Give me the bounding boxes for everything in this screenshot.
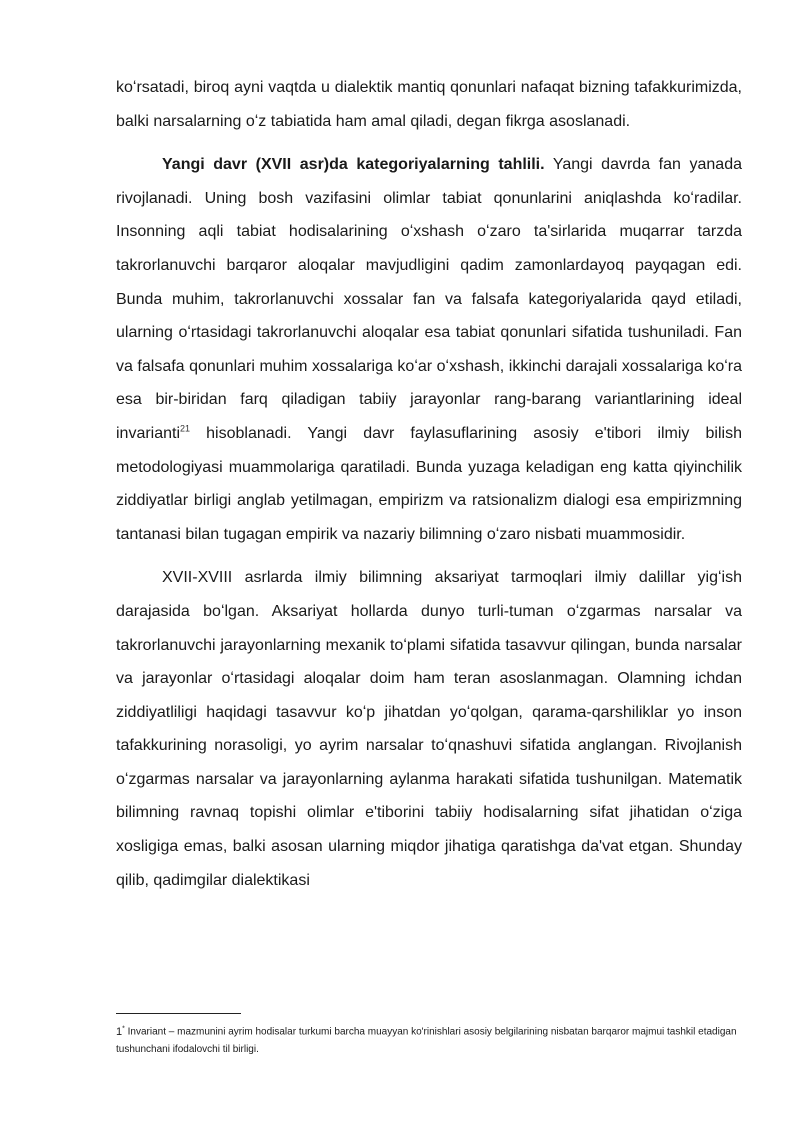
paragraph-text: XVII-XVIII asrlarda ilmiy bilimning aksariyat tarmoqlari ilmiy dalillar yigʻish darajasida boʻlgan. Aksariyat hollarda dunyo turli-tuman oʻzgarmas narsalar va takrorlanuvchi jarayonlarning mexanik toʻplami sifatida tasavvur qilingan, bunda narsalar va jarayonlar oʻrtasidagi aloqalar doim ham teran asoslanmagan. Olamning ichdan ziddiyatliligi haqidagi tasavvur koʻp jihatdan yoʻqolgan, qarama-qarshiliklar yo inson tafakkurining norasoligi, yo ayrim narsalar toʻqnashuvi sifatida anglangan. Rivojlanish oʻzgarmas narsalar va jarayonlarning aylanma harakati sifatida tushunilgan. Matematik bilimning ravnaq topishi olimlar e'tiborini tabiiy hodisalarning sifat jihatidan oʻziga xosligiga emas, balki asosan ularning miqdor jihatiga qaratishga da'vat etgan. Shunday qilib, qadimgilar dialektikasi [116, 569, 742, 889]
paragraph-continuation [116, 71, 742, 138]
paragraph-text: hisoblanadi. Yangi davr faylasuflarining asosiy e'tibori ilmiy bilish metodologiyasi muammolariga qaratiladi. Bunda yuzaga keladigan eng katta qiyinchilik ziddiyatlar birligi anglab yetilmagan, empirizm va ratsionalizm dialogi esa empirizmning tantanasi bilan tugagan empirik va nazariy bilimning oʻzaro nisbati muammosidir. [116, 424, 742, 543]
paragraph-text: Yangi davrda fan yanada rivojlanadi. Uning bosh vazifasini olimlar tabiat qonunlarini aniqlashda koʻradilar. Insonning aqli tabiat hodisalarining oʻxshash oʻzaro ta'sirlarida muqarrar tarzda takrorlanuvchi barqaror aloqalar mavjudligini qadim zamonlardayoq payqagan edi. Bunda muhim, takrorlanuvchi xossalar fan va falsafa kategoriyalarida qayd etiladi, ularning oʻrtasidagi takrorlanuvchi aloqalar esa tabiat qonunlari sifatida tushuniladi. Fan va falsafa qonunlari muhim xossalariga koʻar oʻxshash, ikkinchi darajali xossalariga koʻra esa bir-biridan farq qiladigan tabiiy jarayonlar rang-barang variantlarining ideal invarianti [116, 156, 743, 442]
footnote-text: Invariant – mazmunini ayrim hodisalar turkumi barcha muayyan ko'rinishlari asosiy belgilarining nisbatan barqaror majmui tashkil etadigan tushunchani ifodalovchi til birligi. [116, 1026, 737, 1055]
page-body [116, 71, 742, 907]
footnote-separator [116, 1013, 241, 1014]
footnote-number: 1* [116, 1025, 125, 1038]
paragraph-new-era [116, 148, 742, 551]
footnote-reference[interactable]: 21 [180, 423, 191, 434]
paragraph-xvii-xviii [116, 561, 742, 897]
paragraph-text: koʻrsatadi, biroq ayni vaqtda u dialektik mantiq qonunlari nafaqat bizning tafakkurimizda, balki narsalarning oʻz tabiatida ham amal qiladi, degan fikrga asoslanadi. [116, 79, 742, 130]
footnote [116, 1020, 742, 1058]
section-heading: Yangi davr (XVII asr)da kategoriyalarning tahlili. [162, 156, 545, 174]
